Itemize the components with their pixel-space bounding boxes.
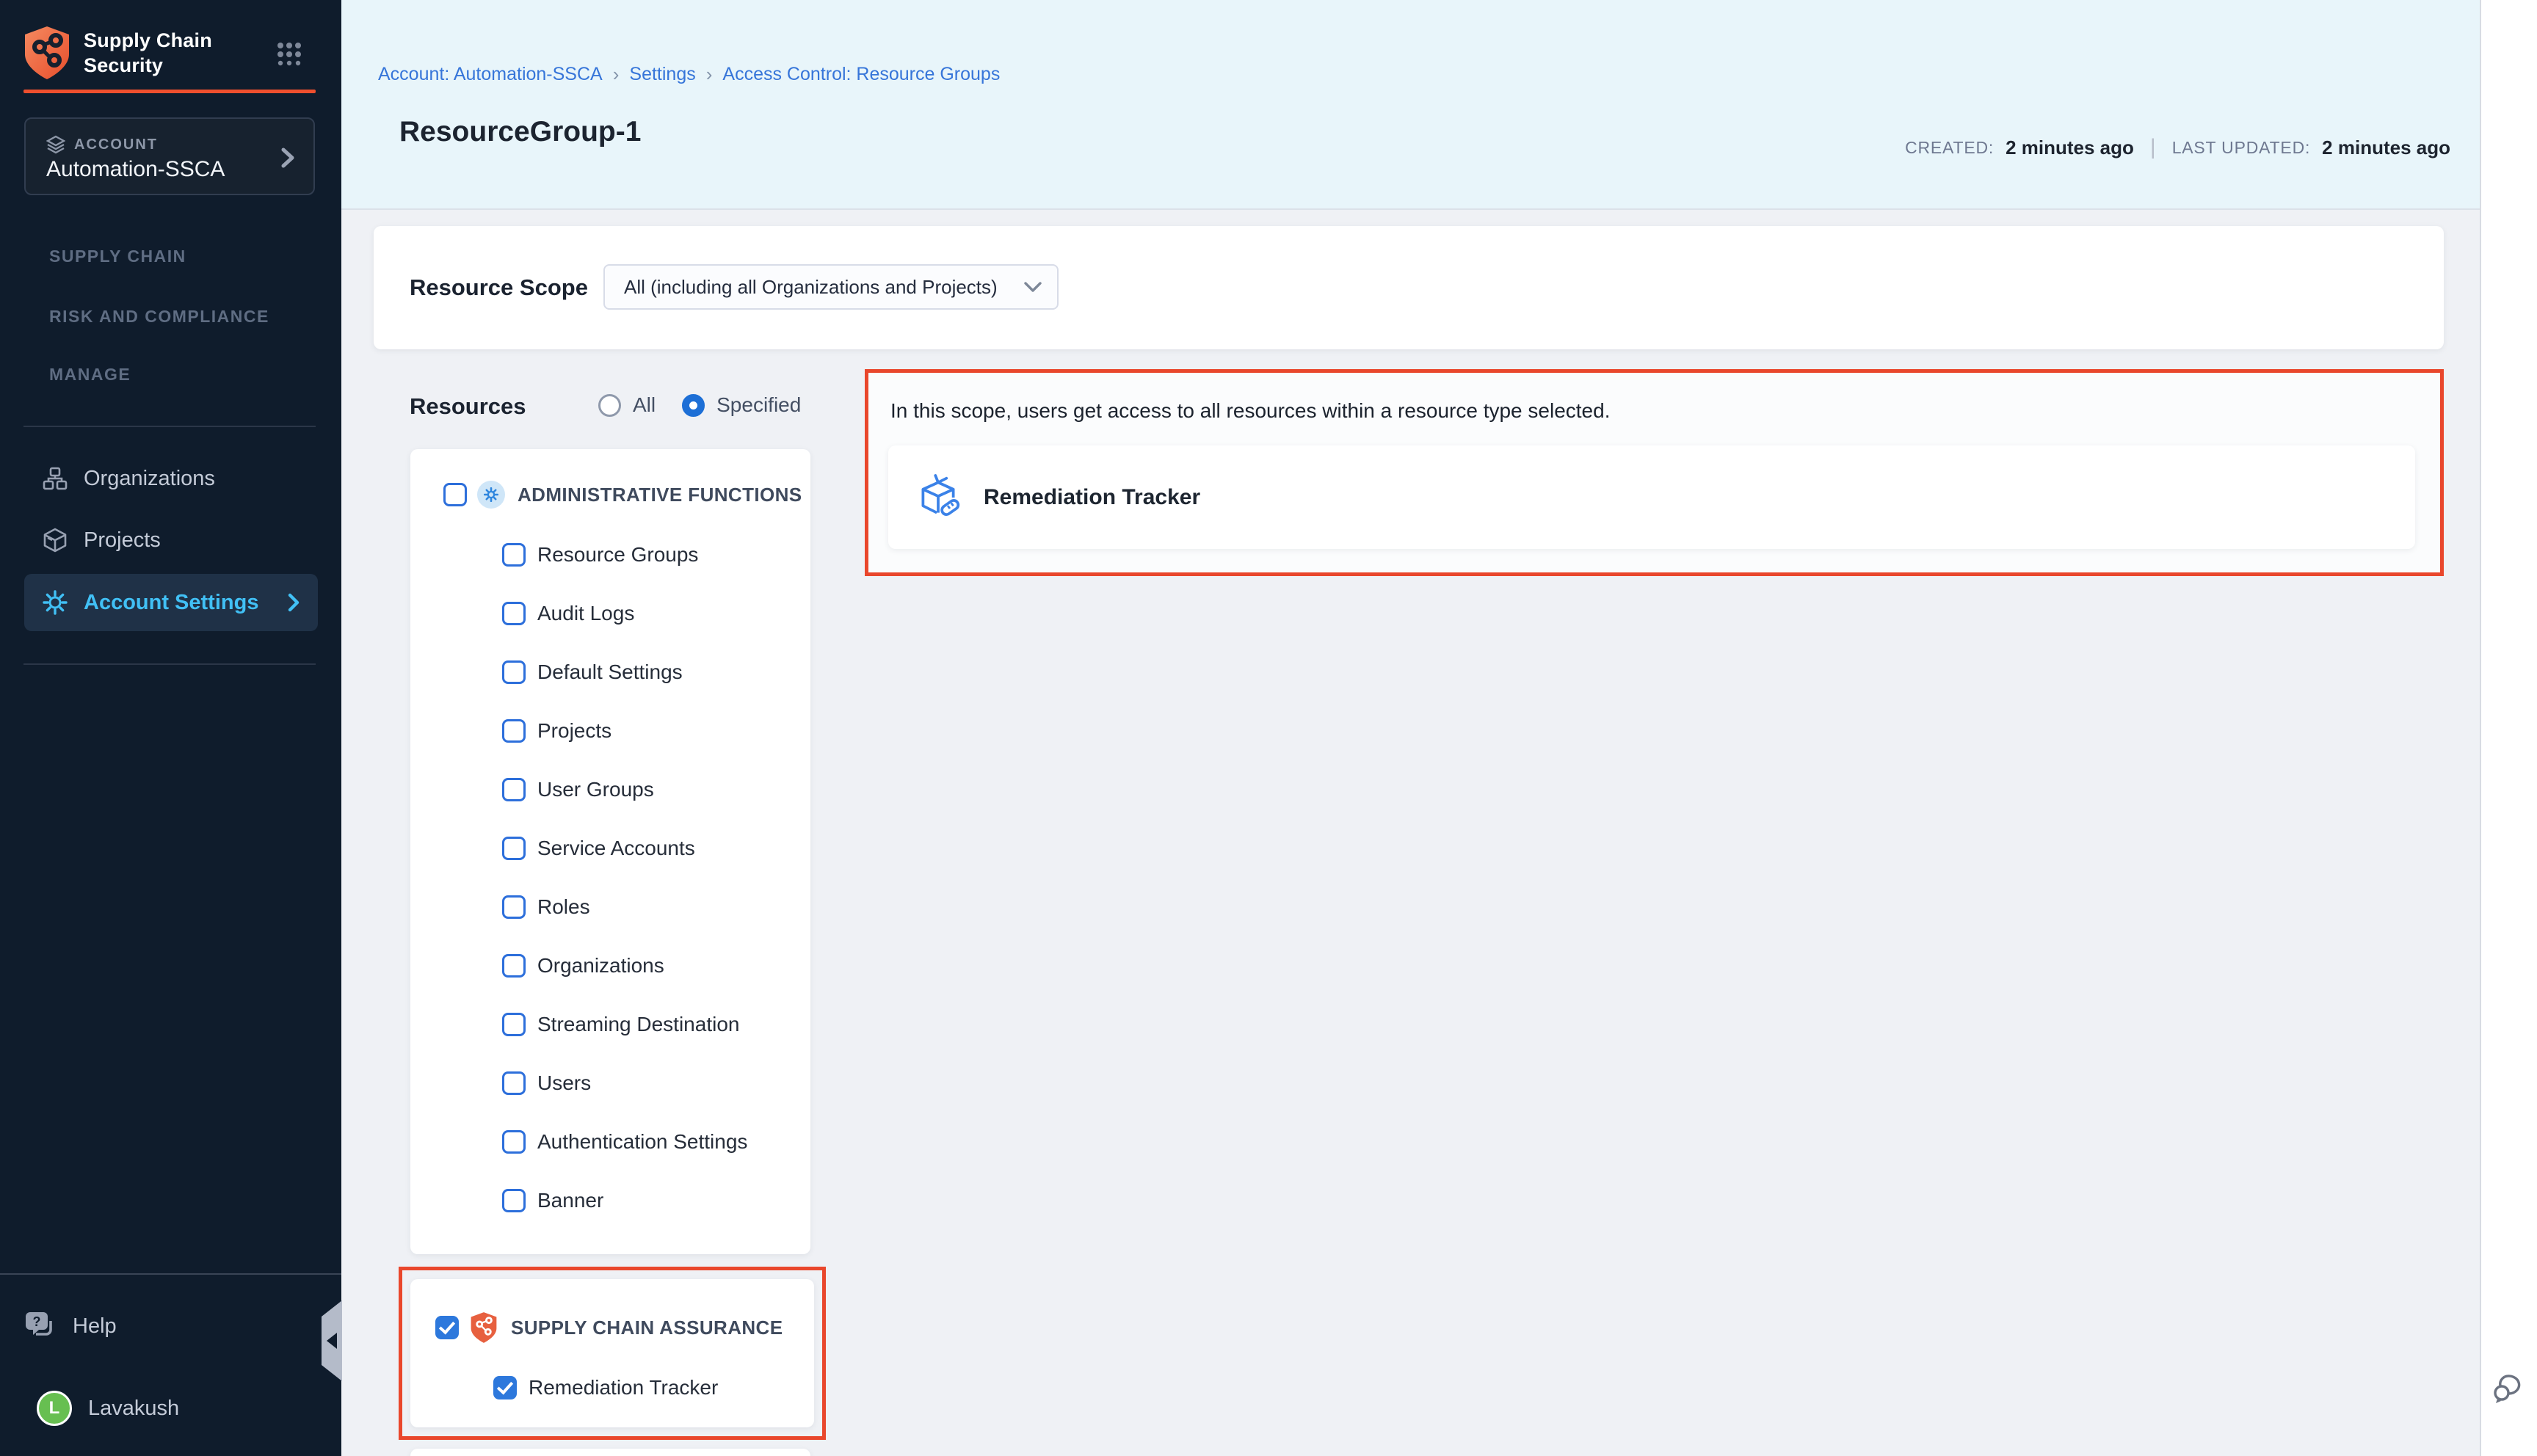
sidebar-section-manage[interactable]: MANAGE [49, 365, 131, 384]
sidebar-divider [23, 663, 316, 665]
resources-mode-radios [598, 393, 801, 417]
gear-badge-icon [477, 481, 505, 509]
updated-value: 2 minutes ago [2322, 136, 2450, 159]
shield-icon [469, 1311, 498, 1344]
checkbox-remediation-tracker[interactable] [493, 1376, 517, 1399]
shield-logo-icon [22, 25, 72, 81]
supply-chain-assurance-highlight [399, 1267, 826, 1440]
resource-row-projects: Projects [410, 702, 810, 760]
sidebar-item-projects[interactable] [24, 514, 318, 567]
created-label: CREATED: [1905, 137, 1995, 157]
product-name: Supply Chain Security [84, 29, 212, 76]
resource-row-users: Users [410, 1054, 810, 1113]
user-menu[interactable] [24, 1384, 303, 1433]
page-header [341, 0, 2480, 210]
resource-row-resource-groups: Resource Groups [410, 525, 810, 584]
breadcrumb [378, 63, 1000, 86]
gear-icon [43, 590, 68, 615]
resource-scope-value: All (including all Organizations and Projects) [624, 275, 998, 298]
app-logo[interactable] [22, 25, 212, 81]
resource-row-streaming-destination: Streaming Destination [410, 995, 810, 1054]
radio-all-label: All [633, 393, 656, 416]
resources-header [374, 387, 888, 434]
resource-row-audit-logs: Audit Logs [410, 584, 810, 643]
supply-chain-assurance-card [410, 1279, 814, 1427]
resource-row-banner: Banner [410, 1171, 810, 1230]
remediation-tracker-title: Remediation Tracker [984, 484, 1201, 509]
sidebar-collapse-handle[interactable] [322, 1300, 342, 1381]
resource-row-authentication-settings: Authentication Settings [410, 1113, 810, 1171]
radio-specified-control[interactable] [682, 394, 705, 417]
user-name: Lavakush [88, 1396, 180, 1420]
checkbox-streaming-destination[interactable] [502, 1013, 526, 1036]
sidebar-item-label: Projects [84, 528, 161, 552]
scope-detail-highlight [865, 369, 2444, 576]
sidebar-item-account-settings[interactable] [24, 574, 318, 631]
chevron-right-icon [287, 593, 300, 612]
breadcrumb-separator: › [612, 63, 620, 85]
layers-icon [46, 135, 65, 154]
radio-specified[interactable] [682, 393, 801, 417]
resource-row-roles: Roles [410, 878, 810, 936]
feedback-chat-icon[interactable] [2491, 1369, 2527, 1405]
cube-icon [43, 528, 68, 553]
checkbox-service-accounts[interactable] [502, 837, 526, 860]
resource-row-default-settings: Default Settings [410, 643, 810, 702]
administrative-functions-card [410, 449, 810, 1254]
resource-row-user-groups: User Groups [410, 760, 810, 819]
radio-all-control[interactable] [598, 394, 621, 417]
help-label: Help [73, 1314, 117, 1338]
account-label: ACCOUNT [74, 136, 158, 153]
resource-scope-dropdown[interactable] [603, 264, 1059, 310]
chevron-right-icon [280, 147, 296, 169]
sidebar-section-supply-chain[interactable]: SUPPLY CHAIN [49, 247, 186, 266]
breadcrumb-access-control[interactable]: Access Control: Resource Groups [722, 64, 1001, 84]
checkbox-audit-logs[interactable] [502, 602, 526, 625]
module-grid-icon[interactable] [276, 41, 302, 68]
checkbox-authentication-settings[interactable] [502, 1130, 526, 1154]
breadcrumb-separator: › [705, 63, 713, 85]
avatar: L [37, 1391, 72, 1426]
group-row-administrative-functions [410, 464, 810, 525]
checkbox-supply-chain-assurance[interactable] [435, 1316, 459, 1339]
next-resource-card-partial [410, 1449, 810, 1456]
group-label: ADMINISTRATIVE FUNCTIONS [518, 483, 802, 506]
remediation-tracker-card[interactable] [888, 445, 2415, 549]
resource-row-organizations: Organizations [410, 936, 810, 995]
meta-divider: | [2149, 135, 2156, 159]
checkbox-administrative-functions[interactable] [443, 483, 467, 506]
checkbox-roles[interactable] [502, 895, 526, 919]
sidebar-divider [23, 426, 316, 427]
sidebar-section-risk-and-compliance[interactable]: RISK AND COMPLIANCE [49, 307, 269, 326]
group-row-supply-chain-assurance [410, 1304, 814, 1351]
sidebar-item-label: Organizations [84, 466, 215, 490]
checkbox-users[interactable] [502, 1071, 526, 1095]
page-title: ResourceGroup-1 [399, 116, 642, 148]
sidebar-item-label: Account Settings [84, 590, 259, 614]
resource-scope-label: Resource Scope [410, 274, 588, 300]
timestamps [1905, 135, 2450, 160]
resource-scope-card [374, 226, 2444, 349]
resources-title: Resources [410, 393, 526, 419]
right-rail [2480, 0, 2537, 1456]
radio-specified-label: Specified [716, 393, 802, 416]
brand-accent-divider [23, 90, 316, 93]
chevron-down-icon [1023, 281, 1042, 293]
group-label: SUPPLY CHAIN ASSURANCE [511, 1316, 783, 1339]
breadcrumb-settings[interactable]: Settings [629, 64, 696, 84]
checkbox-projects[interactable] [502, 719, 526, 743]
org-chart-icon [43, 466, 68, 491]
sidebar-item-organizations[interactable] [24, 452, 318, 505]
svg-text:?: ? [32, 1314, 41, 1329]
account-selector[interactable] [24, 117, 315, 195]
resource-row-service-accounts: Service Accounts [410, 819, 810, 878]
checkbox-organizations[interactable] [502, 954, 526, 978]
sidebar-footer-divider [0, 1273, 341, 1275]
help-button[interactable] [24, 1302, 303, 1350]
sidebar [0, 0, 341, 1456]
breadcrumb-account[interactable]: Account: Automation-SSCA [378, 64, 603, 84]
radio-all[interactable] [598, 393, 656, 417]
checkbox-banner[interactable] [502, 1189, 526, 1212]
checkbox-resource-groups[interactable] [502, 543, 526, 567]
resource-row-remediation-tracker: Remediation Tracker [410, 1364, 814, 1411]
updated-label: LAST UPDATED: [2171, 137, 2311, 157]
open-box-bandage-icon [916, 474, 960, 521]
help-chat-icon [24, 1311, 58, 1342]
scope-description: In this scope, users get access to all resources within a resource type selected. [890, 399, 1611, 422]
account-name: Automation-SSCA [46, 157, 225, 181]
checkbox-default-settings[interactable] [502, 660, 526, 684]
checkbox-user-groups[interactable] [502, 778, 526, 801]
created-value: 2 minutes ago [2006, 136, 2134, 159]
